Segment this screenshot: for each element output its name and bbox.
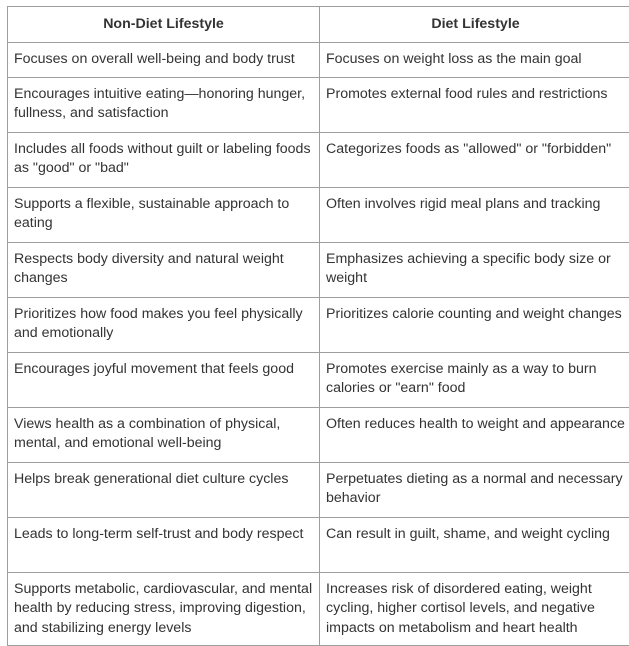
table-row: [8, 297, 629, 352]
cell-diet: Promotes external food rules and restrictions: [320, 77, 629, 132]
table-row: [8, 242, 629, 297]
cell-non-diet: Leads to long-term self-trust and body respect: [8, 517, 320, 572]
header-diet: Diet Lifestyle: [320, 7, 629, 43]
header-row: [8, 7, 629, 43]
table-row: [8, 462, 629, 517]
header-non-diet: Non-Diet Lifestyle: [8, 7, 320, 43]
cell-diet: Increases risk of disordered eating, weight cycling, higher cortisol levels, and negative impacts on metabolism and heart health: [320, 572, 629, 646]
cell-diet: Can result in guilt, shame, and weight cycling: [320, 517, 629, 572]
cell-non-diet: Prioritizes how food makes you feel physically and emotionally: [8, 297, 320, 352]
comparison-table-container: [7, 6, 629, 646]
cell-diet: Categorizes foods as "allowed" or "forbidden": [320, 132, 629, 187]
table-row: [8, 132, 629, 187]
table-row: [8, 572, 629, 646]
cell-diet: Often reduces health to weight and appearance: [320, 407, 629, 462]
cell-diet: Perpetuates dieting as a normal and necessary behavior: [320, 462, 629, 517]
table-row: [8, 187, 629, 242]
cell-non-diet: Respects body diversity and natural weight changes: [8, 242, 320, 297]
cell-non-diet: Encourages intuitive eating—honoring hunger, fullness, and satisfaction: [8, 77, 320, 132]
cell-diet: Focuses on weight loss as the main goal: [320, 42, 629, 77]
table-row: [8, 407, 629, 462]
cell-non-diet: Supports metabolic, cardiovascular, and mental health by reducing stress, improving digestion, and stabilizing energy levels: [8, 572, 320, 646]
table-row: [8, 77, 629, 132]
table-row: [8, 352, 629, 407]
cell-non-diet: Helps break generational diet culture cycles: [8, 462, 320, 517]
cell-diet: Emphasizes achieving a specific body size or weight: [320, 242, 629, 297]
cell-non-diet: Focuses on overall well-being and body trust: [8, 42, 320, 77]
table-row: [8, 42, 629, 77]
cell-diet: Promotes exercise mainly as a way to burn calories or "earn" food: [320, 352, 629, 407]
cell-non-diet: Supports a flexible, sustainable approach to eating: [8, 187, 320, 242]
cell-non-diet: Includes all foods without guilt or labeling foods as "good" or "bad": [8, 132, 320, 187]
comparison-table: [7, 6, 629, 646]
cell-non-diet: Encourages joyful movement that feels good: [8, 352, 320, 407]
table-row: [8, 517, 629, 572]
cell-diet: Often involves rigid meal plans and tracking: [320, 187, 629, 242]
cell-non-diet: Views health as a combination of physical, mental, and emotional well-being: [8, 407, 320, 462]
cell-diet: Prioritizes calorie counting and weight changes: [320, 297, 629, 352]
